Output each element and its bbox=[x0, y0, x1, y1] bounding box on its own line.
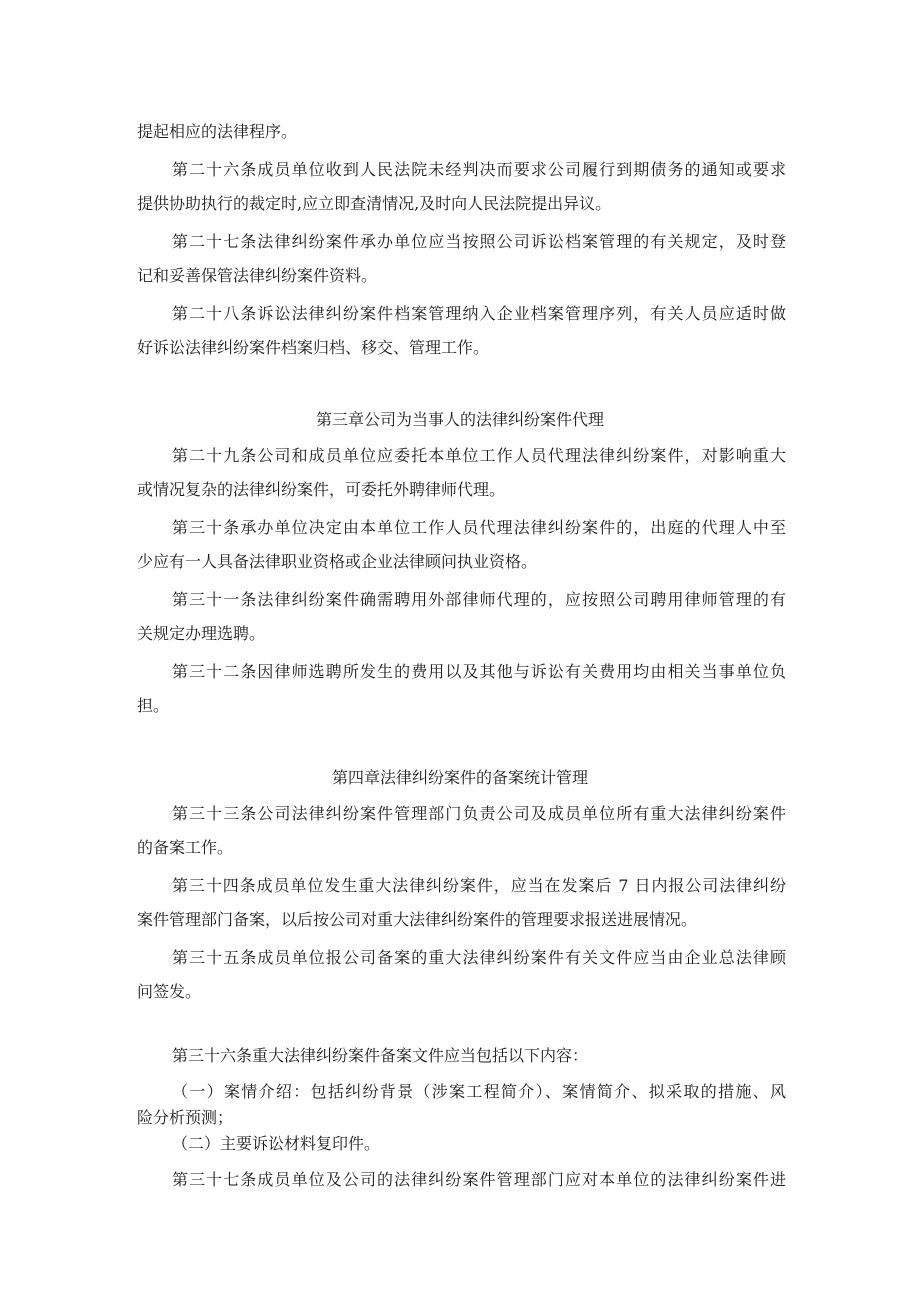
article-27-line-2: 记和妥善保管法律纠纷案件资料。 bbox=[137, 266, 378, 285]
article-35-line-2: 问签发。 bbox=[137, 982, 202, 1001]
article-29-line-1: 第二十九条公司和成员单位应委托本单位工作人员代理法律纠纷案件，对影响重大 bbox=[172, 446, 786, 465]
paragraph-continuation: 提起相应的法律程序。 bbox=[137, 122, 298, 141]
article-34-line-2: 案件管理部门备案，以后按公司对重大法律纠纷案件的管理要求报送进展情况。 bbox=[137, 910, 698, 929]
article-28-line-1: 第二十八条诉讼法律纠纷案件档案管理纳入企业档案管理序列，有关人员应适时做 bbox=[172, 304, 786, 323]
article-27-line-1: 第二十七条法律纠纷案件承办单位应当按照公司诉讼档案管理的有关规定，及时登 bbox=[172, 232, 786, 251]
article-28-line-2: 好诉讼法律纠纷案件档案归档、移交、管理工作。 bbox=[137, 338, 490, 357]
article-32-line-2: 担。 bbox=[137, 696, 170, 715]
article-36-item-2: （二）主要诉讼材料复印件。 bbox=[172, 1134, 381, 1153]
article-33-line-2: 的备案工作。 bbox=[137, 838, 234, 857]
article-29-line-2: 或情况复杂的法律纠纷案件，可委托外聘律师代理。 bbox=[137, 480, 506, 499]
article-36-line-1: 第三十六条重大法律纠纷案件备案文件应当包括以下内容： bbox=[172, 1046, 589, 1065]
article-36-item-1-line-1: （一）案情介绍：包括纠纷背景（涉案工程简介）、案情简介、拟采取的措施、风 bbox=[172, 1082, 786, 1101]
article-26-line-1: 第二十六条成员单位收到人民法院未经判决而要求公司履行到期债务的通知或要求 bbox=[172, 160, 786, 179]
article-26-line-2: 提供协助执行的裁定时,应立即查清情况,及时向人民法院提出异议。 bbox=[137, 194, 612, 213]
chapter-4-heading: 第四章法律纠纷案件的备案统计管理 bbox=[331, 768, 588, 787]
article-30-line-2: 少应有一人具备法律职业资格或企业法律顾问执业资格。 bbox=[137, 552, 538, 571]
article-32-line-1: 第三十二条因律师选聘所发生的费用以及其他与诉讼有关费用均由相关当事单位负 bbox=[172, 662, 786, 681]
article-36-item-1-line-2: 险分析预测； bbox=[137, 1108, 234, 1127]
article-37-line-1: 第三十七条成员单位及公司的法律纠纷案件管理部门应对本单位的法律纠纷案件进 bbox=[172, 1170, 786, 1189]
article-31-line-1: 第三十一条法律纠纷案件确需聘用外部律师代理的，应按照公司聘用律师管理的有 bbox=[172, 590, 786, 609]
article-31-line-2: 关规定办理选聘。 bbox=[137, 624, 266, 643]
article-33-line-1: 第三十三条公司法律纠纷案件管理部门负责公司及成员单位所有重大法律纠纷案件 bbox=[172, 804, 786, 823]
article-35-line-1: 第三十五条成员单位报公司备案的重大法律纠纷案件有关文件应当由企业总法律顾 bbox=[172, 948, 786, 967]
chapter-3-heading: 第三章公司为当事人的法律纠纷案件代理 bbox=[315, 410, 604, 429]
article-30-line-1: 第三十条承办单位决定由本单位工作人员代理法律纠纷案件的，出庭的代理人中至 bbox=[172, 518, 786, 537]
article-34-line-1: 第三十四条成员单位发生重大法律纠纷案件，应当在发案后 7 日内报公司法律纠纷 bbox=[172, 876, 786, 895]
